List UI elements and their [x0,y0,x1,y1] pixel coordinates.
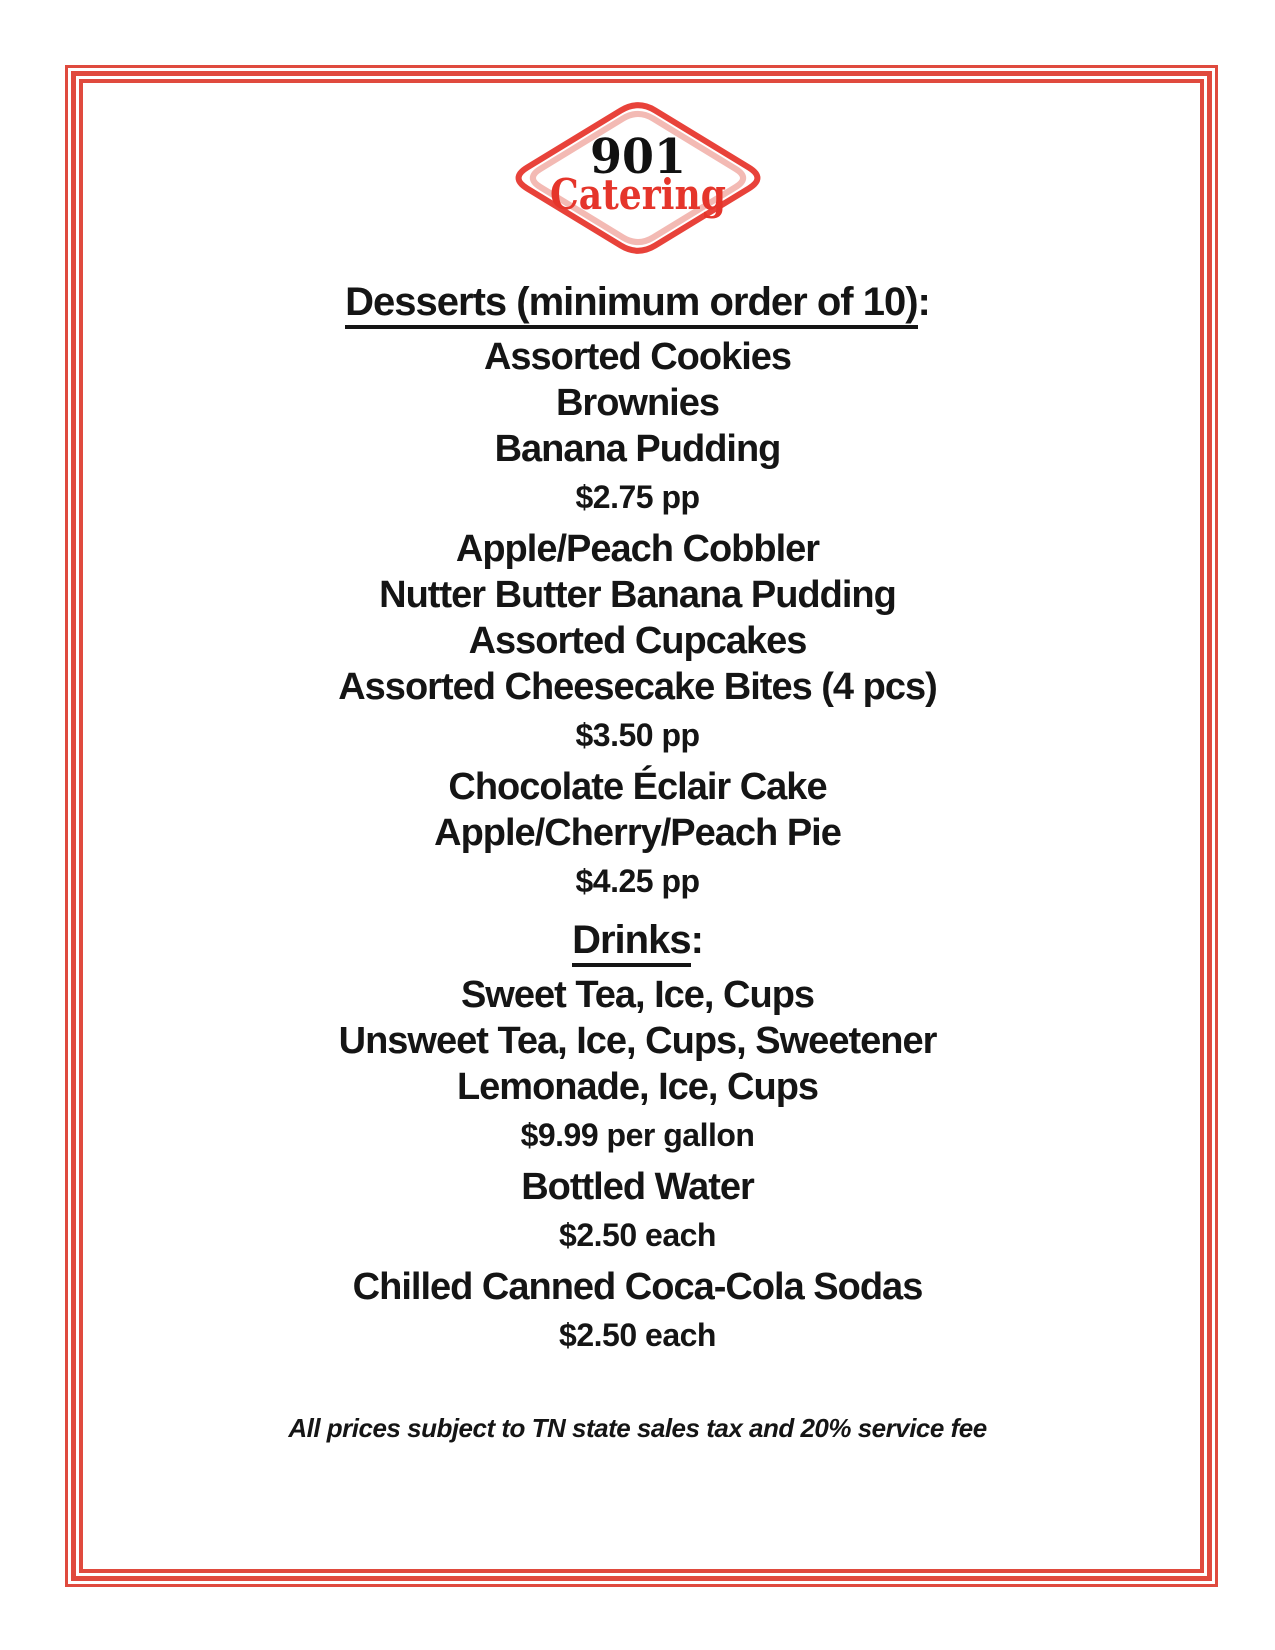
menu-item: Brownies [555,382,720,424]
section-heading-colon: : [690,918,703,962]
menu-item: Assorted Cookies [483,336,792,378]
section-heading [0,916,1275,964]
menu-item: Assorted Cupcakes [468,620,807,662]
section-heading-underlined-text: Drinks [572,918,691,967]
footer-note: All prices subject to TN state sales tax and 20% service fee [288,1413,987,1443]
menu-price: $2.50 each [559,1317,716,1353]
menu-item: Assorted Cheesecake Bites (4 pcs) [338,666,937,708]
menu-price: $4.25 pp [575,863,700,899]
menu-item: Banana Pudding [494,428,781,470]
logo-number: 901 [589,129,686,185]
logo-diamond-icon [504,92,772,264]
section-heading-underlined-text: Desserts (minimum order of 10) [345,280,917,329]
menu-item: Chilled Canned Coca-Cola Sodas [352,1266,923,1308]
menu-group [0,1164,1275,1256]
section-heading-colon: : [917,280,930,324]
menu-item: Apple/Peach Cobbler [455,528,820,570]
menu-item: Nutter Butter Banana Pudding [379,574,896,616]
menu-price: $2.75 pp [575,479,700,515]
menu-item: Lemonade, Ice, Cups [456,1066,819,1108]
menu-group [0,526,1275,756]
menu-item: Chocolate Éclair Cake [448,766,827,808]
menu-item: Unsweet Tea, Ice, Cups, Sweetener [338,1020,937,1062]
menu-body [0,278,1275,1356]
menu-group [0,334,1275,518]
menu-item: Bottled Water [521,1166,754,1208]
menu-group [0,972,1275,1156]
logo-name: Catering [549,170,726,219]
menu-price: $2.50 each [559,1217,716,1253]
menu-item: Apple/Cherry/Peach Pie [434,812,841,854]
section-heading [0,278,1275,326]
menu-group [0,1264,1275,1356]
menu-item: Sweet Tea, Ice, Cups [460,974,815,1016]
logo [0,92,1275,264]
menu-price: $9.99 per gallon [520,1117,755,1153]
menu-group [0,764,1275,902]
menu-price: $3.50 pp [575,717,700,753]
